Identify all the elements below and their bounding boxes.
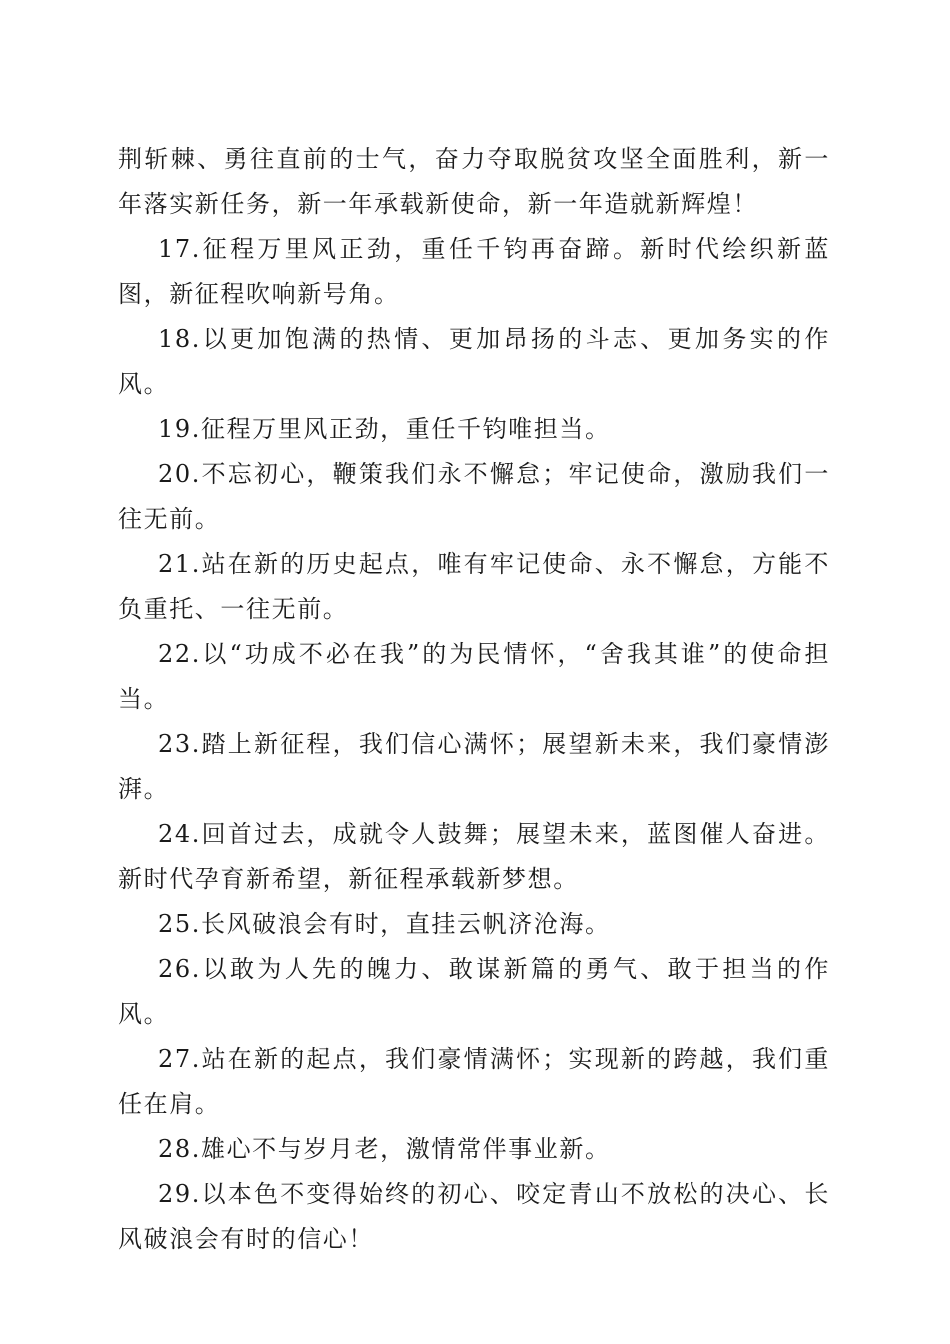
paragraph-continued: 荆斩棘、勇往直前的士气，奋力夺取脱贫攻坚全面胜利，新一年落实新任务，新一年承载新使命，新一年造就新辉煌！	[118, 145, 830, 218]
paragraph-item-23: 23.踏上新征程，我们信心满怀；展望新未来，我们豪情澎湃。	[118, 730, 830, 803]
paragraph-item-21: 21.站在新的历史起点，唯有牢记使命、永不懈怠，方能不负重托、一往无前。	[118, 550, 830, 623]
paragraph-item-24: 24.回首过去，成就令人鼓舞；展望未来，蓝图催人奋进。新时代孕育新希望，新征程承载新梦想。	[118, 820, 830, 893]
paragraph-item-18: 18.以更加饱满的热情、更加昂扬的斗志、更加务实的作风。	[118, 325, 830, 398]
paragraph-item-20: 20.不忘初心，鞭策我们永不懈怠；牢记使命，激励我们一往无前。	[118, 460, 830, 533]
paragraph-item-28: 28.雄心不与岁月老，激情常伴事业新。	[158, 1135, 611, 1163]
paragraph-item-22: 22.以“功成不必在我”的为民情怀，“舍我其谁”的使命担当。	[118, 640, 830, 713]
document-body	[118, 137, 830, 1262]
paragraph-item-19: 19.征程万里风正劲，重任千钧唯担当。	[158, 415, 611, 443]
paragraph-item-27: 27.站在新的起点，我们豪情满怀；实现新的跨越，我们重任在肩。	[118, 1045, 830, 1118]
paragraph-item-26: 26.以敢为人先的魄力、敢谋新篇的勇气、敢于担当的作风。	[118, 955, 830, 1028]
paragraph-item-29: 29.以本色不变得始终的初心、咬定青山不放松的决心、长风破浪会有时的信心！	[118, 1180, 830, 1253]
paragraph-item-17: 17.征程万里风正劲，重任千钧再奋蹄。新时代绘织新蓝图，新征程吹响新号角。	[118, 235, 830, 308]
paragraph-item-25: 25.长风破浪会有时，直挂云帆济沧海。	[158, 910, 611, 938]
